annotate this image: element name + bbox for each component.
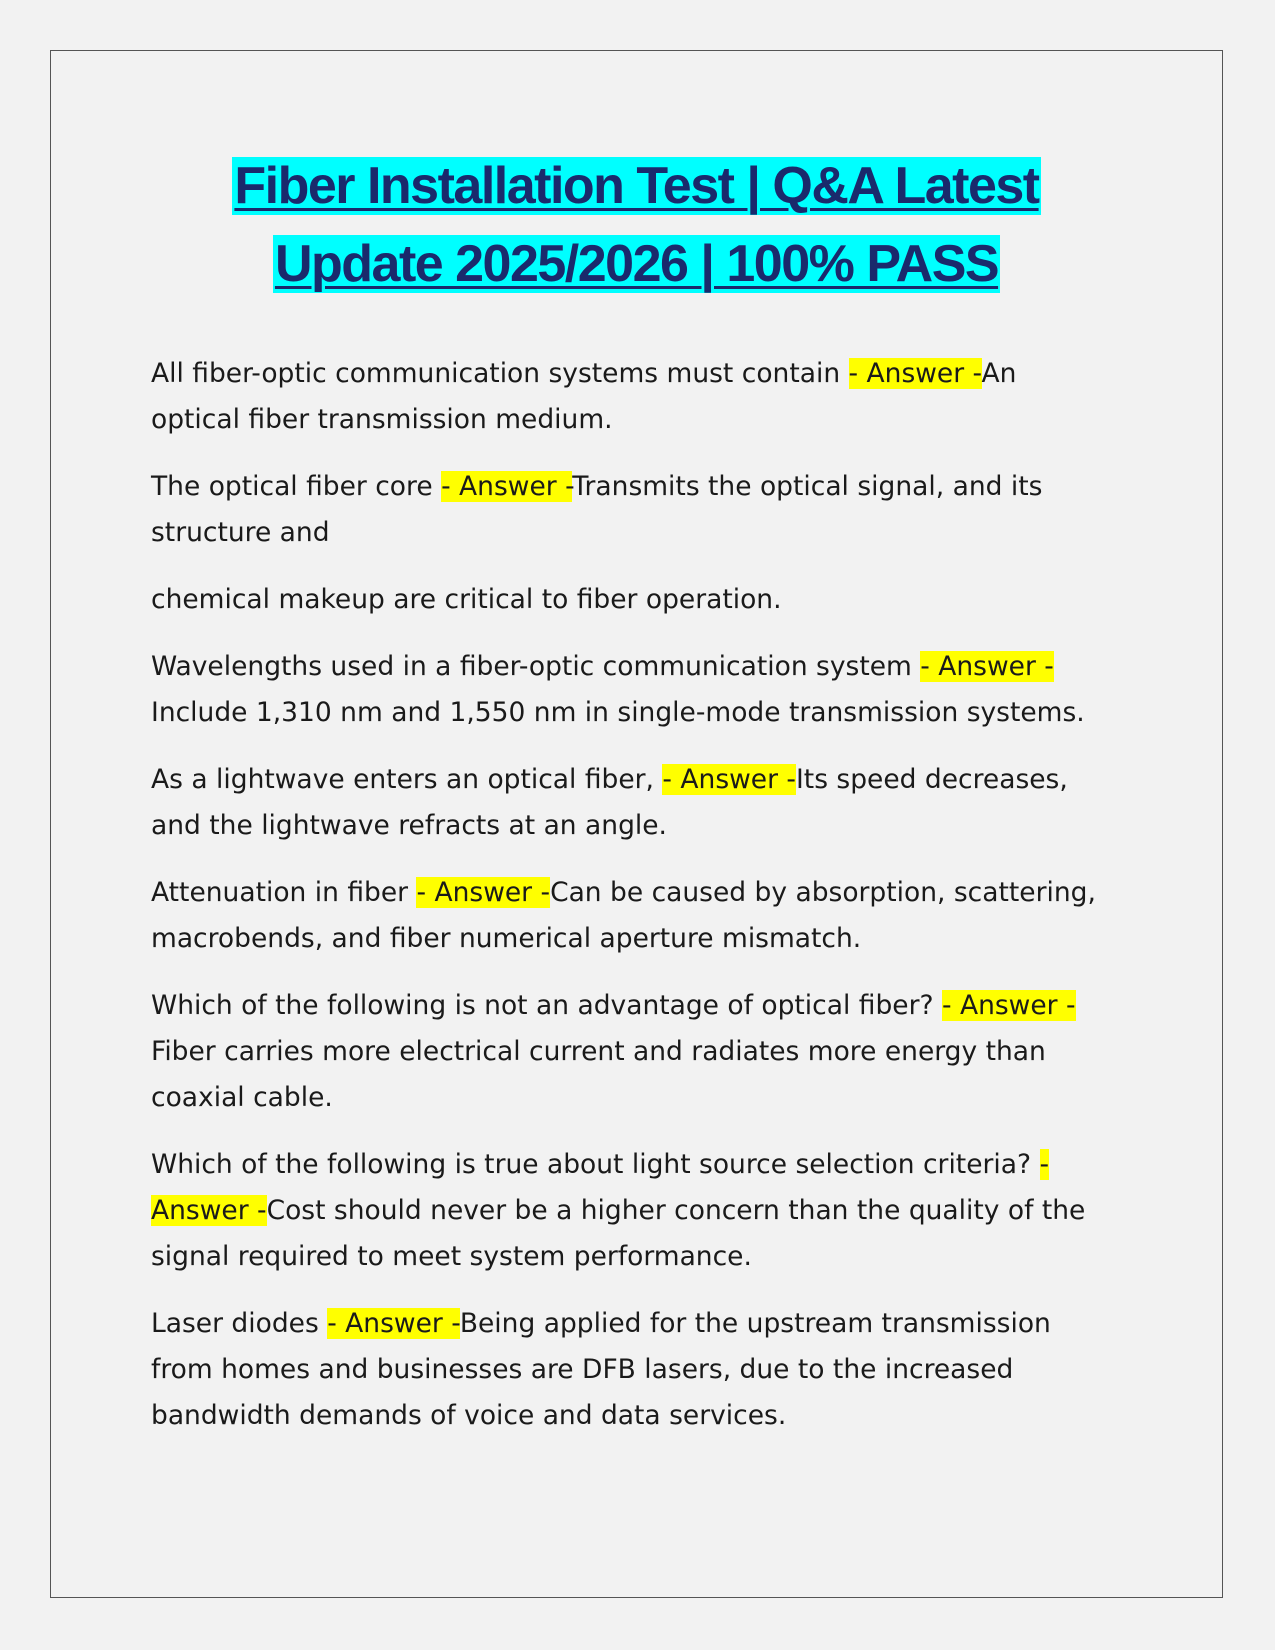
qa-item <box>151 983 1111 1121</box>
question-text: All fiber-optic communication systems must contain <box>151 358 849 389</box>
answer-text: Transmits the optical signal, and its structure and <box>151 471 1043 548</box>
title-line-1: Fiber Installation Test | Q&A Latest <box>234 157 1039 215</box>
qa-item <box>151 464 1111 556</box>
answer-text: An optical fiber transmission medium. <box>151 358 1017 435</box>
page-frame <box>50 50 1223 1598</box>
answer-marker: - Answer - <box>441 471 573 502</box>
qa-item <box>151 351 1111 443</box>
qa-item <box>151 870 1111 962</box>
answer-text: Being applied for the upstream transmission from homes and businesses are DFB lasers, due to the increased bandwidth demands of voice and data services. <box>151 1308 1051 1431</box>
answer-marker: - Answer - <box>327 1308 460 1339</box>
question-text: Which of the following is not an advantage of optical fiber? <box>151 990 942 1021</box>
qa-content <box>151 351 1111 1460</box>
answer-text: Can be caused by absorption, scattering, macrobends, and fiber numerical aperture mismatch. <box>151 877 1096 954</box>
continuation-text: chemical makeup are critical to fiber operation. <box>151 584 782 615</box>
answer-text: Cost should never be a higher concern than the quality of the signal required to meet system performance. <box>151 1195 1086 1272</box>
qa-item <box>151 1142 1111 1280</box>
title-line-2: Update 2025/2026 | 100% PASS <box>274 235 999 293</box>
question-text: As a lightwave enters an optical fiber, <box>151 764 663 795</box>
document-title <box>51 147 1222 303</box>
question-text: Attenuation in fiber <box>151 877 417 908</box>
question-text: Wavelengths used in a fiber-optic communication system <box>151 651 921 682</box>
question-text: Which of the following is true about light source selection criteria? <box>151 1149 1040 1180</box>
qa-item <box>151 1301 1111 1439</box>
qa-continuation <box>151 577 1111 623</box>
answer-marker: - Answer - <box>941 990 1076 1021</box>
question-text: The optical fiber core <box>151 471 442 502</box>
answer-marker: - Answer - <box>920 651 1054 682</box>
answer-marker: - Answer - <box>662 764 796 795</box>
answer-text: Its speed decreases, and the lightwave refracts at an angle. <box>151 764 1068 841</box>
qa-item <box>151 757 1111 849</box>
answer-text: Include 1,310 nm and 1,550 nm in single-mode transmission systems. <box>151 697 1085 728</box>
question-text: Laser diodes <box>151 1308 328 1339</box>
qa-item <box>151 644 1111 736</box>
answer-text: Fiber carries more electrical current and radiates more energy than coaxial cable. <box>151 1036 1046 1113</box>
answer-marker: - Answer - <box>416 877 551 908</box>
answer-marker: - Answer - <box>151 1149 1050 1226</box>
answer-marker: - Answer - <box>848 358 982 389</box>
